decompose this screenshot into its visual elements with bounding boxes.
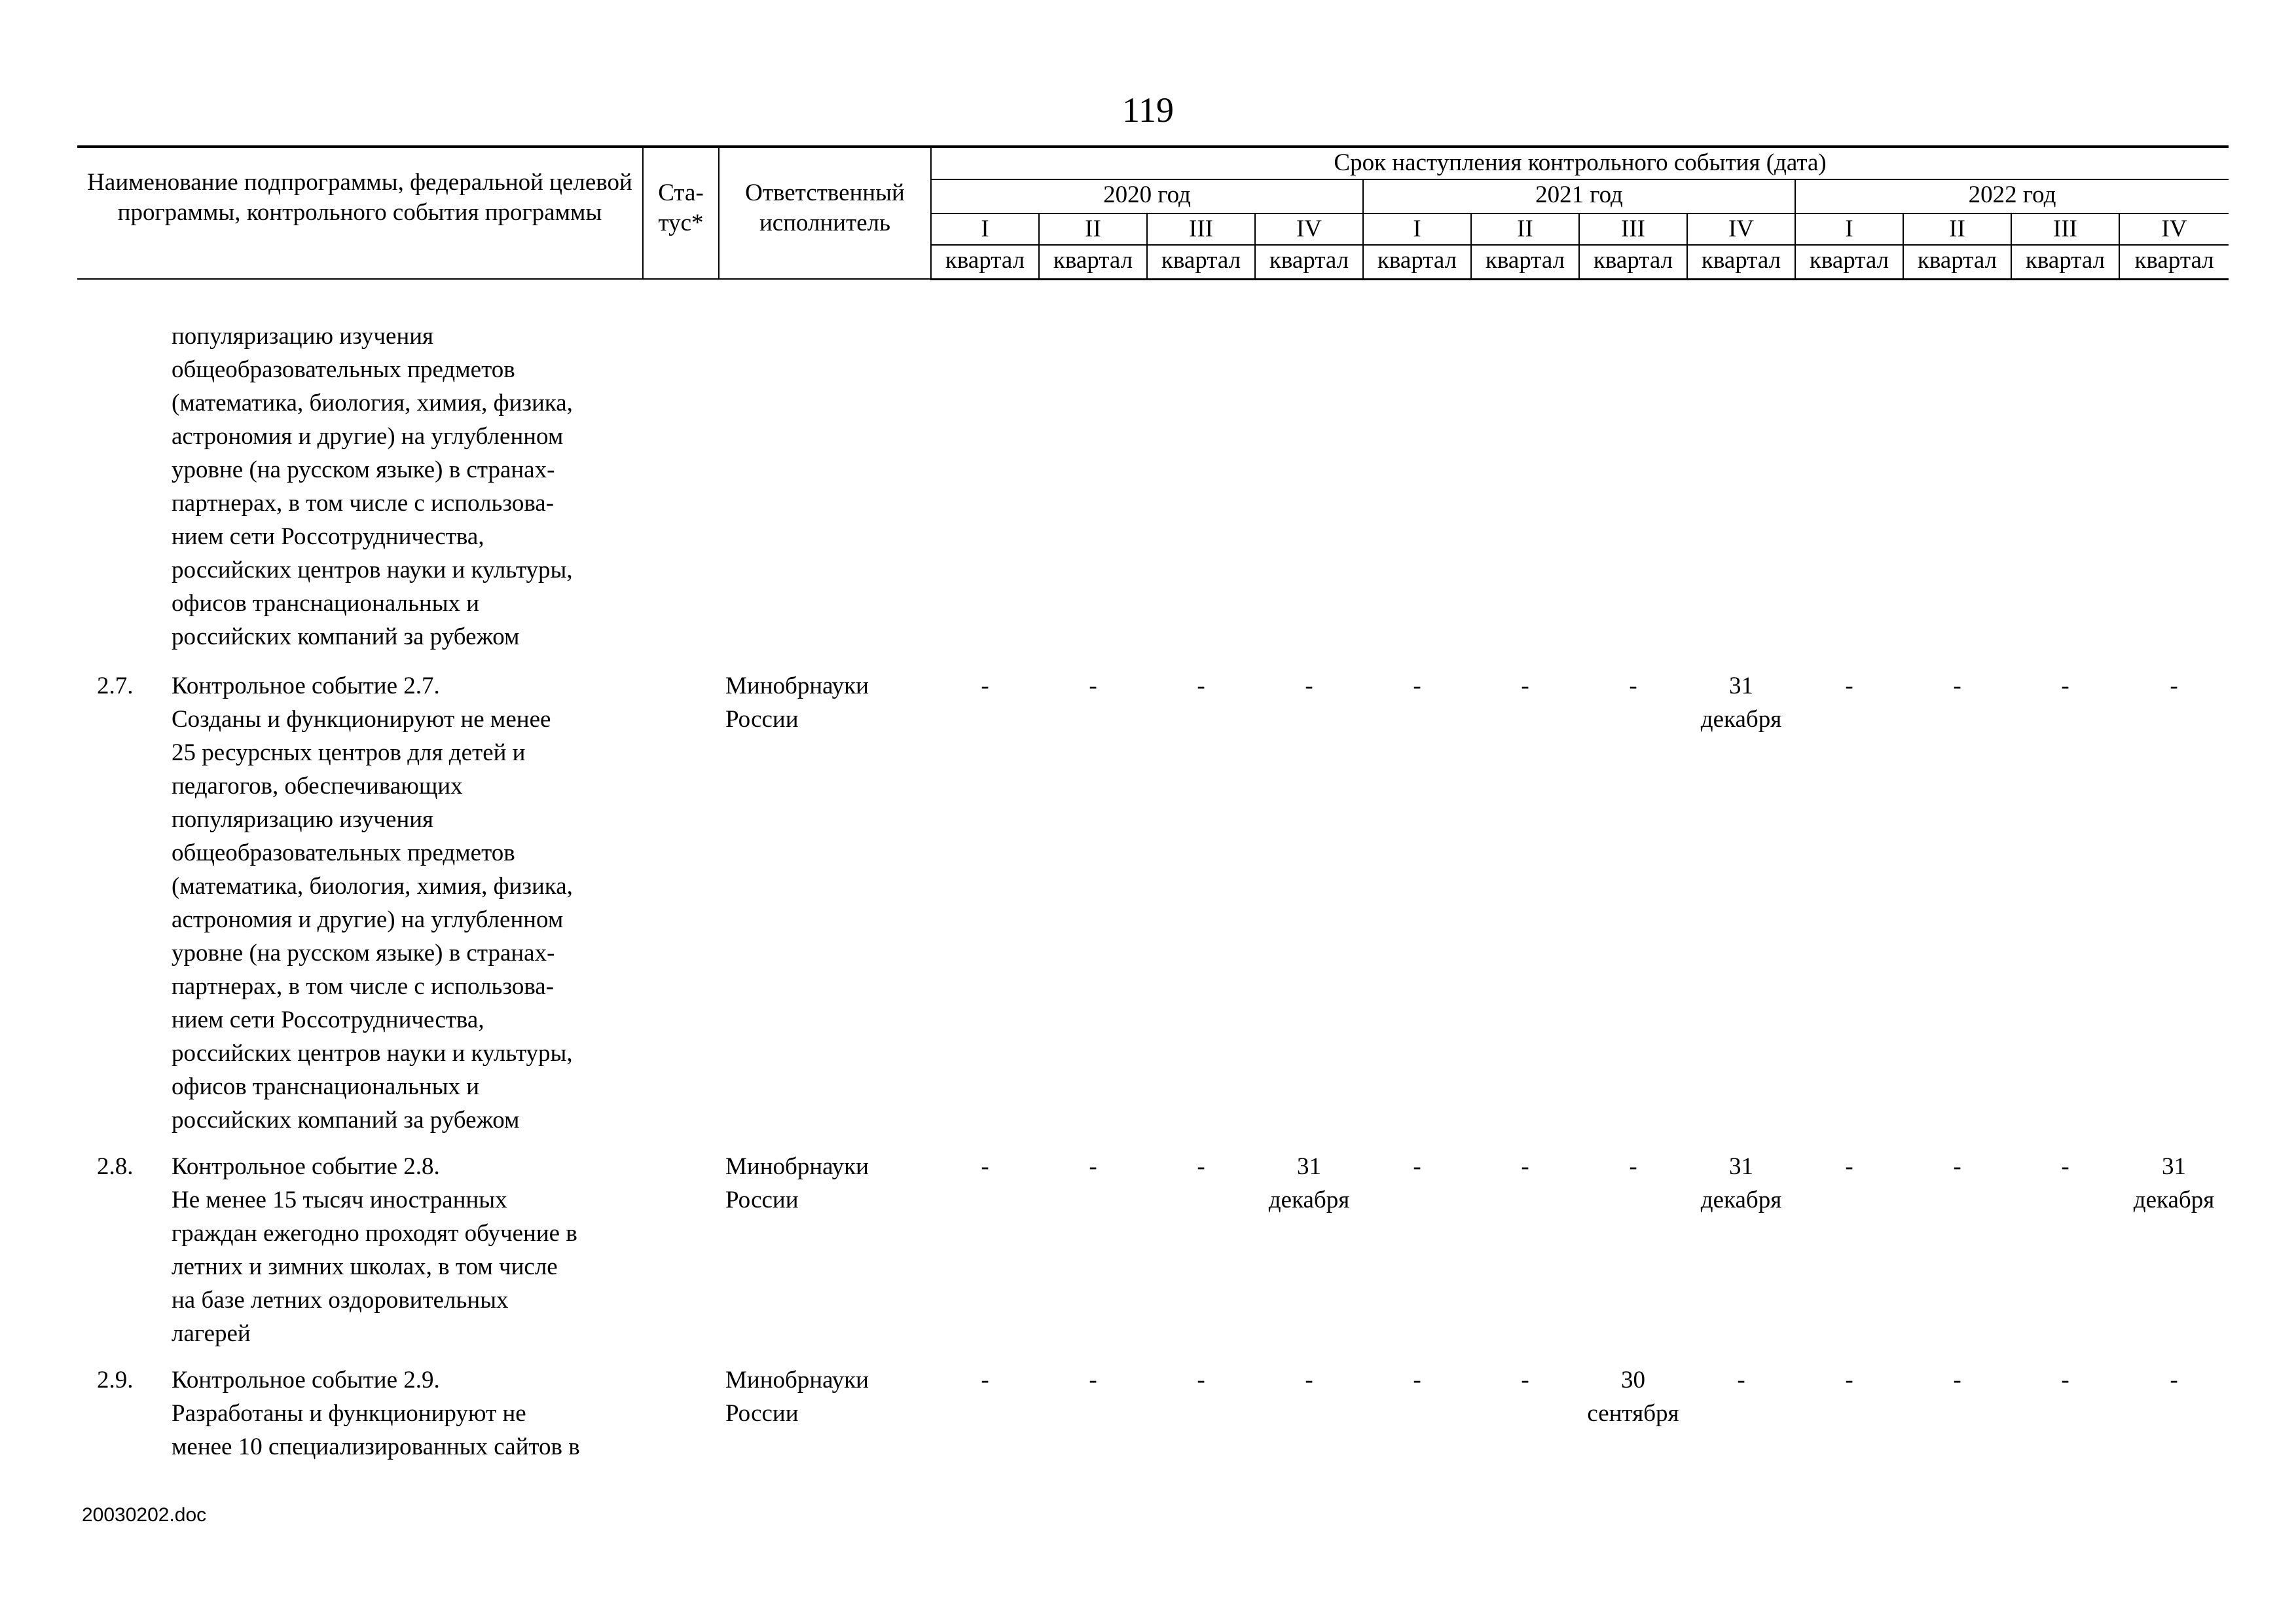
header-quarter-numeral: III [2011, 213, 2119, 245]
header-quarter-word: квартал [1903, 245, 2011, 279]
quarter-cell: 30 сентября [1587, 1367, 1679, 1427]
quarter-cell: - [1521, 1367, 1529, 1393]
quarter-cell: - [1305, 1367, 1313, 1393]
quarter-cell: - [981, 673, 989, 699]
quarter-cell: - [1737, 1367, 1745, 1393]
row-number: 2.7. [97, 673, 134, 699]
row-executor: Минобрнауки России [725, 673, 869, 733]
row-text: Контрольное событие 2.7. Созданы и функционируют не менее 25 ресурсных центров для детей и педагогов, обеспечивающих популяризацию изучения общеобразовательных предметов (математика, биология, химия, физика, астрономия и другие) на углубленном уровне (на русском языке) в странах- партнерах, в том числе с использова- нием сети Россотрудничества, российских центров науки и культуры, офисов транснациональных и российских компаний за рубежом [172, 673, 573, 1134]
row-text: Контрольное событие 2.9. Разработаны и функционируют не менее 10 специализированных сайтов в [172, 1367, 580, 1460]
continuation-text: популяризацию изучения общеобразовательных предметов (математика, биология, химия, физика, астрономия и другие) на углубленном уровне (на русском языке) в странах- партнерах, в том числе с использова- нием сети Россотрудничества, российских центров науки и культуры, офисов транснациональных и российских компаний за рубежом [172, 323, 573, 650]
quarter-cell: - [1305, 673, 1313, 699]
header-quarter-word: квартал [1687, 245, 1795, 279]
header-quarter-word: квартал [2119, 245, 2229, 279]
table-row [77, 1357, 2229, 1470]
header-quarter-numeral: II [1903, 213, 2011, 245]
footer-filename: 20030202.doc [82, 1504, 207, 1526]
header-quarter-numeral: IV [1687, 213, 1795, 245]
quarter-cell: - [1629, 673, 1637, 699]
quarter-cell: - [1089, 1153, 1097, 1180]
header-quarter-word: квартал [1579, 245, 1687, 279]
quarter-cell: 31 декабря [1700, 1153, 1782, 1213]
quarter-cell: - [2061, 1153, 2069, 1180]
header-quarter-numeral: IV [1255, 213, 1363, 245]
header-quarter-word: квартал [1363, 245, 1471, 279]
quarter-cell: 31 декабря [1700, 673, 1782, 733]
header-quarter-numeral: III [1147, 213, 1255, 245]
quarter-cell: - [1845, 673, 1853, 699]
table-body [77, 320, 2229, 1470]
table-row [77, 663, 2229, 1143]
header-quarter-numeral: I [1795, 213, 1903, 245]
header-quarter-numeral: II [1471, 213, 1579, 245]
header-deadline: Срок наступления контрольного события (дата) [931, 147, 2229, 179]
header-quarter-numeral: I [1363, 213, 1471, 245]
header-quarter-numeral: I [931, 213, 1039, 245]
quarter-cell: - [1197, 1367, 1205, 1393]
quarter-cell: - [1953, 673, 1961, 699]
quarter-cell: - [981, 1367, 989, 1393]
header-year-2021: 2021 год [1363, 179, 1795, 213]
quarter-cell: 31 декабря [2133, 1153, 2215, 1213]
quarter-cell: - [2061, 673, 2069, 699]
header-quarter-word: квартал [1255, 245, 1363, 279]
header-quarter-word: квартал [1471, 245, 1579, 279]
table-row [77, 1143, 2229, 1357]
quarter-cell: - [2170, 673, 2178, 699]
quarter-cell: - [2061, 1367, 2069, 1393]
quarter-cell: - [981, 1153, 989, 1180]
row-executor: Минобрнауки России [725, 1153, 869, 1213]
row-status [643, 1143, 719, 1357]
quarter-cell: - [1413, 1153, 1421, 1180]
quarter-cell: - [1197, 673, 1205, 699]
header-status-column: Ста- тус* [643, 147, 719, 279]
header-quarter-numeral: III [1579, 213, 1687, 245]
header-quarter-word: квартал [1039, 245, 1147, 279]
header-quarter-word: квартал [1147, 245, 1255, 279]
quarter-cell: - [1845, 1367, 1853, 1393]
quarter-cell: - [1089, 1367, 1097, 1393]
header-year-2022: 2022 год [1795, 179, 2229, 213]
row-status [643, 1357, 719, 1470]
quarter-cell: - [1413, 673, 1421, 699]
quarter-cell: - [1953, 1153, 1961, 1180]
row-text: Контрольное событие 2.8. Не менее 15 тысяч иностранных граждан ежегодно проходят обучение в летних и зимних школах, в том числе на базе летних оздоровительных лагерей [172, 1153, 577, 1347]
quarter-cell: - [1089, 673, 1097, 699]
quarter-cell: - [1953, 1367, 1961, 1393]
header-name-column: Наименование подпрограммы, федеральной целевой программы, контрольного события программы [77, 147, 643, 279]
row-number: 2.8. [97, 1153, 134, 1180]
row-number: 2.9. [97, 1367, 134, 1393]
header-quarter-word: квартал [931, 245, 1039, 279]
header-quarter-word: квартал [1795, 245, 1903, 279]
quarter-cell: - [1197, 1153, 1205, 1180]
header-executor-column: Ответственный исполнитель [719, 147, 931, 279]
quarter-cell: - [1521, 673, 1529, 699]
row-executor: Минобрнауки России [725, 1367, 869, 1427]
row-status [643, 663, 719, 1143]
header-quarter-numeral: IV [2119, 213, 2229, 245]
page-number: 119 [1122, 90, 1174, 130]
header-year-2020: 2020 год [931, 179, 1363, 213]
quarter-cell: - [2170, 1367, 2178, 1393]
quarter-cell: - [1845, 1153, 1853, 1180]
header-quarter-word: квартал [2011, 245, 2119, 279]
quarter-cell: - [1629, 1153, 1637, 1180]
continuation-row [77, 320, 2229, 663]
quarter-cell: 31 декабря [1268, 1153, 1350, 1213]
header-quarter-numeral: II [1039, 213, 1147, 245]
quarter-cell: - [1521, 1153, 1529, 1180]
quarter-cell: - [1413, 1367, 1421, 1393]
table-header [77, 145, 2229, 280]
